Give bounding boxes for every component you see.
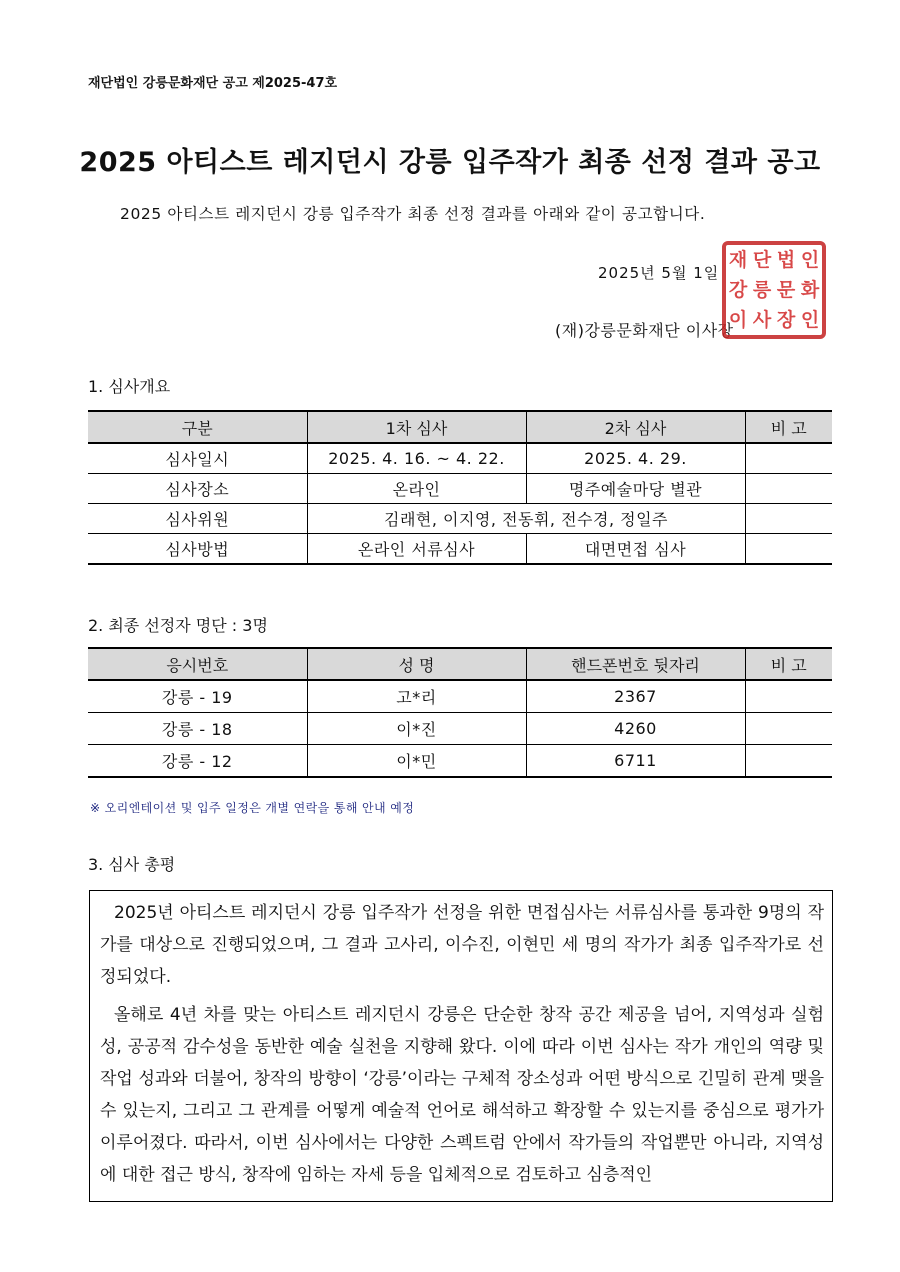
table-cell [745, 680, 832, 713]
column-header: 2차 심사 [526, 411, 745, 443]
section2-heading: 2. 최종 선정자 명단 : 3명 [88, 616, 268, 635]
table-cell: 심사위원 [88, 504, 307, 534]
column-header: 비 고 [745, 648, 832, 680]
table-row [88, 713, 832, 745]
seal-char: 강 [728, 278, 748, 301]
review-summary-box [89, 890, 833, 1202]
official-seal [722, 241, 826, 339]
table-cell [745, 504, 832, 534]
column-header: 응시번호 [88, 648, 307, 680]
seal-char: 단 [752, 248, 772, 271]
seal-char: 인 [800, 248, 820, 271]
section3-heading: 3. 심사 총평 [88, 855, 176, 874]
seal-char: 화 [800, 278, 820, 301]
table-row [88, 534, 832, 565]
seal-char: 문 [776, 278, 796, 301]
table-cell [745, 534, 832, 565]
seal-char: 법 [776, 248, 796, 271]
column-header: 성 명 [307, 648, 526, 680]
table-row [88, 504, 832, 534]
notice-number: 재단법인 강릉문화재단 공고 제2025-47호 [88, 76, 338, 91]
table-cell: 온라인 서류심사 [307, 534, 526, 565]
table-cell: 강릉 - 12 [88, 745, 307, 778]
table-cell: 4260 [526, 713, 745, 745]
column-header: 비 고 [745, 411, 832, 443]
page-title: 2025 아티스트 레지던시 강릉 입주작가 최종 선정 결과 공고 [79, 147, 821, 178]
organization-name: (재)강릉문화재단 이사장 [555, 321, 734, 340]
column-header: 1차 심사 [307, 411, 526, 443]
table-cell: 2025. 4. 29. [526, 443, 745, 474]
seal-char: 인 [800, 308, 820, 331]
table-cell: 명주예술마당 별관 [526, 474, 745, 504]
seal-char: 릉 [752, 278, 772, 301]
table-cell: 강릉 - 19 [88, 680, 307, 713]
review-overview-table [88, 410, 832, 565]
table-cell: 강릉 - 18 [88, 713, 307, 745]
intro-text: 2025 아티스트 레지던시 강릉 입주작가 최종 선정 결과를 아래와 같이 공고합니다. [120, 205, 706, 223]
table-cell [745, 443, 832, 474]
table-cell: 2367 [526, 680, 745, 713]
seal-char: 사 [752, 308, 772, 331]
schedule-note: ※ 오리엔테이션 및 입주 일정은 개별 연락을 통해 안내 예정 [90, 801, 415, 815]
table-cell: 심사방법 [88, 534, 307, 565]
table-cell: 2025. 4. 16. ~ 4. 22. [307, 443, 526, 474]
table-cell: 김래현, 이지영, 전동휘, 전수경, 정일주 [307, 504, 745, 534]
table-cell: 6711 [526, 745, 745, 778]
column-header: 핸드폰번호 뒷자리 [526, 648, 745, 680]
table-row [88, 745, 832, 778]
seal-char: 이 [728, 308, 748, 331]
review-paragraph: 올해로 4년 차를 맞는 아티스트 레지던시 강릉은 단순한 창작 공간 제공을 넘어, 지역성과 실험성, 공공적 감수성을 동반한 예술 실천을 지향해 왔다. 이에 따라 이번 심사는 작가 개인의 역량 및 작업 성과와 더불어, 창작의 방향이 ‘강릉’이라는 구체적 장소성과 어떤 방식으로 긴밀히 관계 맺을 수 있는지, 그리고 그 관계를 어떻게 예술적 언어로 해석하고 확장할 수 있는지를 중심으로 평가가 이루어졌다. 따라서, 이번 심사에서는 다양한 스펙트럼 안에서 작가들의 작업뿐만 아니라, 지역성에 대한 접근 방식, 창작에 임하는 자세 등을 입체적으로 검토하고 심층적인 [100, 1005, 824, 1185]
section1-heading: 1. 심사개요 [88, 377, 171, 396]
column-header: 구분 [88, 411, 307, 443]
table-cell: 이*진 [307, 713, 526, 745]
seal-char: 재 [728, 248, 748, 271]
table-cell: 심사일시 [88, 443, 307, 474]
review-paragraph: 2025년 아티스트 레지던시 강릉 입주작가 선정을 위한 면접심사는 서류심사를 통과한 9명의 작가를 대상으로 진행되었으며, 그 결과 고사리, 이수진, 이현민 세 명의 작가가 최종 입주작가로 선정되었다. [100, 903, 824, 987]
table-cell [745, 713, 832, 745]
table-cell: 고*리 [307, 680, 526, 713]
table-header-row [88, 411, 832, 443]
table-cell [745, 474, 832, 504]
table-row [88, 443, 832, 474]
table-cell: 심사장소 [88, 474, 307, 504]
table-cell: 대면면접 심사 [526, 534, 745, 565]
table-cell: 온라인 [307, 474, 526, 504]
announcement-date: 2025년 5월 1일 [598, 264, 720, 282]
table-header-row [88, 648, 832, 680]
table-row [88, 680, 832, 713]
table-cell: 이*민 [307, 745, 526, 778]
table-cell [745, 745, 832, 778]
selected-artists-table [88, 647, 832, 778]
seal-char: 장 [776, 308, 796, 331]
table-row [88, 474, 832, 504]
